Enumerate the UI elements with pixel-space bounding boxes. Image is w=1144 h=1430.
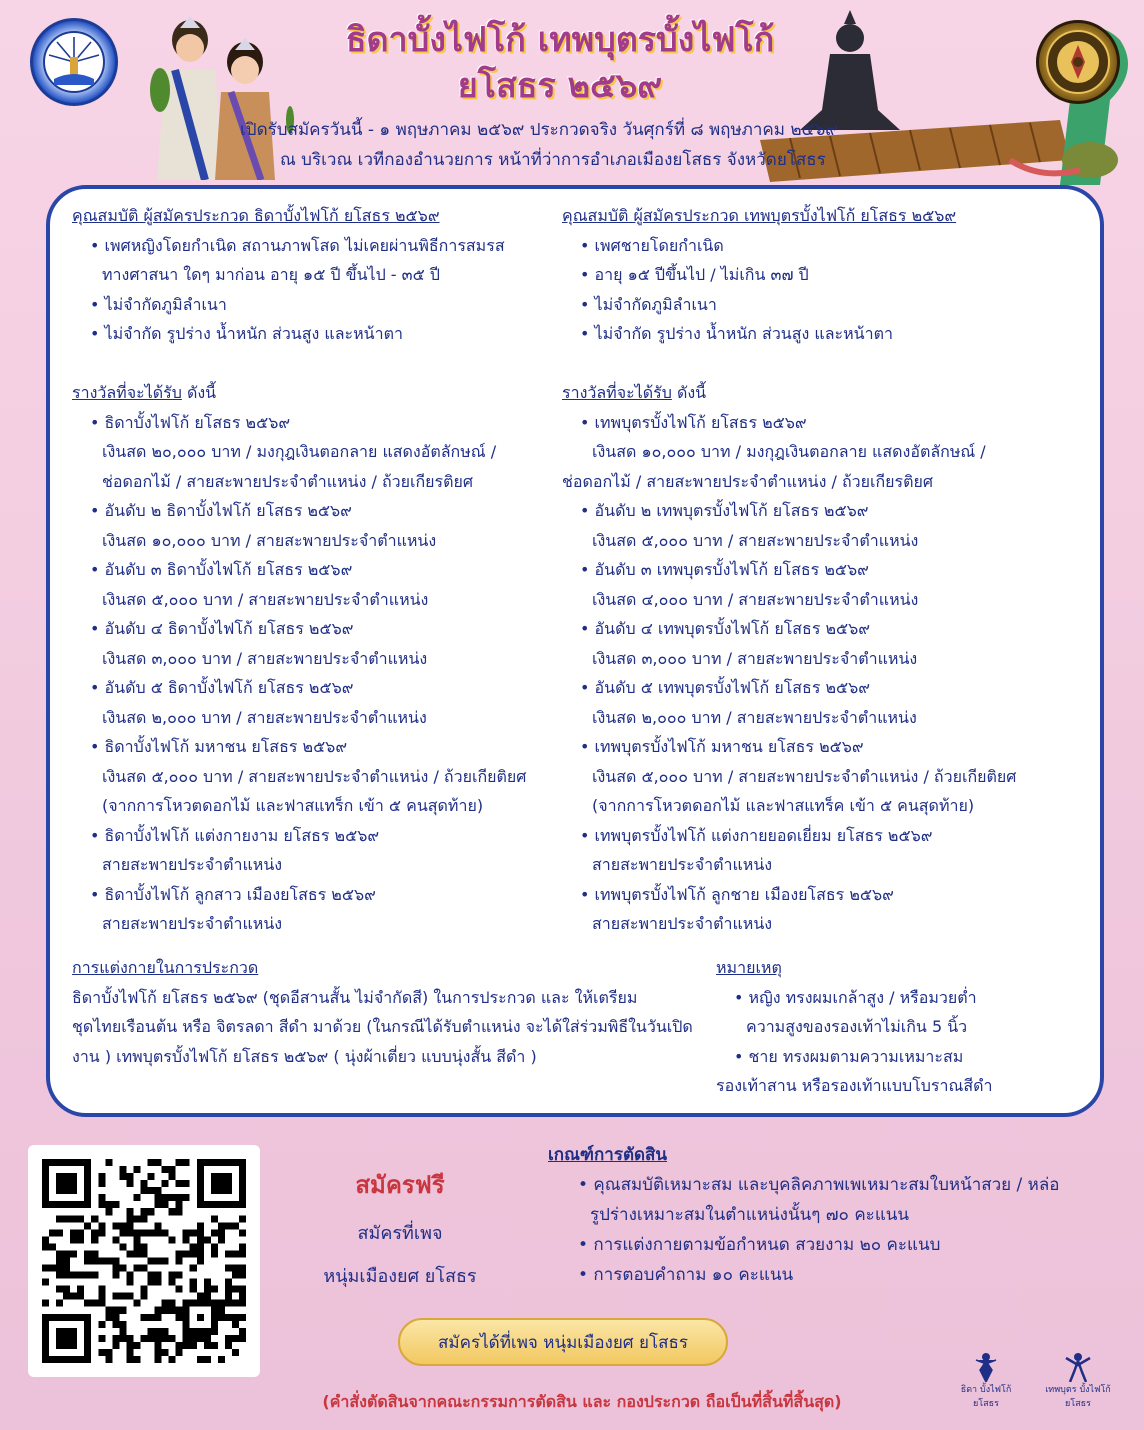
dress-code-line: ชุดไทยเรือนต้น หรือ จิตรลดา สีดำ มาด้วย (ในกรณีได้รับตำแหน่ง จะได้ใส่ร่วมพิธีในวันเปิด xyxy=(72,1017,693,1036)
poster-title-line2: ยโสธร ๒๕๖๙ xyxy=(457,66,663,106)
prize-item: • ธิดาบั้งไฟโก้ ลูกสาว เมืองยโสธร ๒๕๖๙ xyxy=(90,884,376,904)
prize-item: เงินสด ๒,๐๐๐ บาท / สายสะพายประจำตำแหน่ง xyxy=(592,707,917,727)
dress-code-line: งาน ) เทพบุตรบั้งไฟโก้ ยโสธร ๒๕๖๙ ( นุ่งผ้าเตี่ยว แบบนุ่งสั้น สีดำ ) xyxy=(72,1046,537,1066)
prize-item: เงินสด ๕,๐๐๐ บาท / สายสะพายประจำตำแหน่ง xyxy=(592,530,919,550)
prize-item: • อันดับ ๔ ธิดาบั้งไฟโก้ ยโสธร ๒๕๖๙ xyxy=(90,619,354,638)
notes-section xyxy=(716,953,993,1101)
prize-item: • เทพบุตรบั้งไฟโก้ ยโสธร ๒๕๖๙ xyxy=(580,412,807,432)
criteria-item: รูปร่างเหมาะสมในตำแหน่งนั้นๆ ๗๐ คะแนน xyxy=(590,1205,910,1225)
judging-criteria xyxy=(548,1140,1060,1290)
miss-prize-list xyxy=(72,408,526,939)
prize-item: (จากการโหวตดอกไม้ และฟาสแทร็ก เข้า ๕ คนสุดท้าย) xyxy=(102,796,484,815)
judging-criteria-list xyxy=(560,1170,1060,1290)
contestants-image xyxy=(135,10,295,180)
prize-item: เงินสด ๕,๐๐๐ บาท / สายสะพายประจำตำแหน่ง / ถ้วยเกียติยศ xyxy=(592,766,1017,786)
brand-text: ยโสธร xyxy=(973,1399,999,1409)
venue-line: ณ บริเวณ เวทีกองอำนวยการ หน้าที่ว่าการอำเภอเมืองยโสธร จังหวัดยโสธร xyxy=(280,150,826,170)
prize-item: เงินสด ๕,๐๐๐ บาท / สายสะพายประจำตำแหน่ง xyxy=(102,589,429,609)
miss-column xyxy=(72,201,526,939)
free-registration-block xyxy=(290,1165,510,1290)
criteria-item: • การแต่งกายตามข้อกำหนด สวยงาม ๒๐ คะแนบ xyxy=(578,1235,941,1255)
prize-item: • เทพบุตรบั้งไฟโก้ มหาชน ยโสธร ๒๕๖๙ xyxy=(580,737,864,756)
dancer-icon xyxy=(1058,1352,1098,1382)
mister-prize-heading-suffix: ดังนี้ xyxy=(671,383,707,402)
brand-text: ยโสธร xyxy=(1065,1399,1091,1409)
brand-text: บั้งไฟโก้ xyxy=(1079,1385,1111,1395)
prize-item: เงินสด ๑๐,๐๐๐ บาท / สายสะพายประจำตำแหน่ง xyxy=(102,530,437,550)
dress-code-heading: การแต่งกายในการประกวด xyxy=(72,958,259,977)
prize-item: • อันดับ ๔ เทพบุตรบั้งไฟโก้ ยโสธร ๒๕๖๙ xyxy=(580,619,871,638)
prize-item: • ธิดาบั้งไฟโก้ มหาชน ยโสธร ๒๕๖๙ xyxy=(90,737,348,756)
qualification-item: • ไม่จำกัด รูปร่าง น้ำหนัก ส่วนสูง และหน้าตา xyxy=(580,324,893,343)
header xyxy=(0,0,1144,185)
prize-item: สายสะพายประจำตำแหน่ง xyxy=(102,855,283,874)
mister-brand-logo xyxy=(1038,1352,1118,1408)
municipality-seal-icon xyxy=(30,18,118,106)
qr-code[interactable] xyxy=(28,1145,260,1377)
note-item: • ชาย ทรงผมตามความเหมาะสม xyxy=(734,1046,964,1066)
prize-item: เงินสด ๒,๐๐๐ บาท / สายสะพายประจำตำแหน่ง xyxy=(102,707,427,727)
prize-item: • อันดับ ๓ เทพบุตรบั้งไฟโก้ ยโสธร ๒๕๖๙ xyxy=(580,560,869,579)
qualification-item: • ไม่จำกัดภูมิลำเนา xyxy=(580,294,717,314)
prize-item: • ธิดาบั้งไฟโก้ แต่งกายงาม ยโสธร ๒๕๖๙ xyxy=(90,825,380,845)
prize-item: เงินสด ๓,๐๐๐ บาท / สายสะพายประจำตำแหน่ง xyxy=(102,648,428,668)
prize-item: ช่อดอกไม้ / สายสะพายประจำตำแหน่ง / ถ้วยเกียรติยศ xyxy=(102,471,474,491)
dancer-icon xyxy=(966,1352,1006,1382)
mister-prize-list xyxy=(562,408,1016,939)
prize-item: • อันดับ ๒ ธิดาบั้งไฟโก้ ยโสธร ๒๕๖๙ xyxy=(90,501,352,520)
qualification-item: ทางศาสนา ใดๆ มาก่อน อายุ ๑๕ ปี ขึ้นไป - ๓๕ ปี xyxy=(102,265,440,284)
prize-item: • ธิดาบั้งไฟโก้ ยโสธร ๒๕๖๙ xyxy=(90,412,291,432)
prize-item: • อันดับ ๕ เทพบุตรบั้งไฟโก้ ยโสธร ๒๕๖๙ xyxy=(580,678,871,697)
prize-item: เงินสด ๓,๐๐๐ บาท / สายสะพายประจำตำแหน่ง xyxy=(592,648,918,668)
prize-item: • เทพบุตรบั้งไฟโก้ แต่งกายยอดเยี่ยม ยโสธร ๒๕๖๙ xyxy=(580,825,933,845)
prize-item: (จากการโหวตดอกไม้ และฟาสแทร็ค เข้า ๕ คนสุดท้าย) xyxy=(592,796,975,815)
poster-title-line1: ธิดาบั้งไฟโก้ เทพบุตรบั้งไฟโก้ xyxy=(345,20,775,60)
qualification-item: • อายุ ๑๕ ปีขึ้นไป / ไม่เกิน ๓๗ ปี xyxy=(580,265,809,284)
brand-text: บั้งไฟโก้ xyxy=(979,1385,1012,1395)
prize-item: เงินสด ๑๐,๐๐๐ บาท / มงกุฎเงินตอกลาย แสดงอัตลักษณ์ / xyxy=(592,442,986,461)
brand-text: ธิดา xyxy=(960,1385,978,1395)
dress-code-line: ธิดาบั้งไฟโก้ ยโสธร ๒๕๖๙ (ชุดอีสานสั้น ไม่จำกัดสี) ในการประกวด และ ให้เตรียม xyxy=(72,987,638,1007)
qualification-item: • ไม่จำกัด รูปร่าง น้ำหนัก ส่วนสูง และหน้าตา xyxy=(90,324,403,343)
dress-code-section xyxy=(72,953,693,1071)
prize-item: สายสะพายประจำตำแหน่ง xyxy=(592,914,773,933)
prize-item: เงินสด ๔,๐๐๐ บาท / สายสะพายประจำตำแหน่ง xyxy=(592,589,919,609)
note-item: รองเท้าสาน หรือรองเท้าแบบโบราณสีดำ xyxy=(716,1076,993,1095)
criteria-item: • คุณสมบัติเหมาะสม และบุคลิคภาพเพเหมาะสมใบหน้าสวย / หล่อ xyxy=(578,1175,1060,1195)
date-line: เปิดรับสมัครวันนี้ - ๑ พฤษภาคม ๒๕๖๙ ประกวดจริง วันศุกร์ที่ ๘ พฤษภาคม ๒๕๖๙ xyxy=(240,120,838,140)
note-item: • หญิง ทรงผมเกล้าสูง / หรือมวยต่ำ xyxy=(734,987,977,1007)
prize-item: เงินสด ๕,๐๐๐ บาท / สายสะพายประจำตำแหน่ง / ถ้วยเกียติยศ xyxy=(102,766,527,786)
qualification-item: • เพศชายโดยกำเนิด xyxy=(580,235,724,255)
qualification-item: • เพศหญิงโดยกำเนิด สถานภาพโสด ไม่เคยผ่านพิธีการสมรส xyxy=(90,235,505,255)
criteria-item: • การตอบคำถาม ๑๐ คะแนน xyxy=(578,1265,794,1285)
prize-item: • อันดับ ๓ ธิดาบั้งไฟโก้ ยโสธร ๒๕๖๙ xyxy=(90,560,353,579)
brand-text: เทพบุตร xyxy=(1045,1385,1077,1395)
final-decision-note: (คำสั่งตัดสินจากคณะกรรมการตัดสิน และ กองประกวด ถือเป็นที่สิ้นที่สิ้นสุด) xyxy=(322,1392,842,1411)
note-item: ความสูงของรองเท้าไม่เกิน 5 นิ้ว xyxy=(746,1017,968,1036)
mister-qualification-heading: คุณสมบัติ ผู้สมัครประกวด เทพบุตรบั้งไฟโก้ ยโสธร ๒๕๖๙ xyxy=(562,206,957,225)
notes-list xyxy=(716,983,993,1101)
prize-item: สายสะพายประจำตำแหน่ง xyxy=(592,855,773,874)
qualification-item: • ไม่จำกัดภูมิลำเนา xyxy=(90,294,227,314)
miss-qualification-heading: คุณสมบัติ ผู้สมัครประกวด ธิดาบั้งไฟโก้ ยโสธร ๒๕๖๙ xyxy=(72,206,440,225)
miss-qualification-list xyxy=(72,231,526,349)
mister-column xyxy=(562,201,1016,939)
free-registration-title: สมัครฟรี xyxy=(355,1171,445,1199)
notes-heading: หมายเหตุ xyxy=(716,958,782,977)
prize-item: สายสะพายประจำตำแหน่ง xyxy=(102,914,283,933)
register-page-name: หนุ่มเมืองยศ ยโสธร xyxy=(323,1266,477,1287)
prize-item: • เทพบุตรบั้งไฟโก้ ลูกชาย เมืองยโสธร ๒๕๖๙ xyxy=(580,884,894,904)
miss-prize-heading: รางวัลที่จะได้รับ xyxy=(72,383,182,402)
register-page-label: สมัครที่เพจ xyxy=(357,1223,443,1244)
district-seal-icon xyxy=(1036,20,1120,104)
info-panel xyxy=(46,185,1104,1117)
apply-page-button[interactable]: สมัครได้ที่เพจ หนุ่มเมืองยศ ยโสธร xyxy=(398,1318,728,1366)
miss-brand-logo xyxy=(946,1352,1026,1408)
mister-prize-heading: รางวัลที่จะได้รับ xyxy=(562,383,672,402)
prize-item: ช่อดอกไม้ / สายสะพายประจำตำแหน่ง / ถ้วยเกียรติยศ xyxy=(562,471,934,491)
miss-prize-heading-suffix: ดังนี้ xyxy=(181,383,217,402)
prize-item: • อันดับ ๒ เทพบุตรบั้งไฟโก้ ยโสธร ๒๕๖๙ xyxy=(580,501,869,520)
mister-qualification-list xyxy=(562,231,1016,349)
prize-item: เงินสด ๒๐,๐๐๐ บาท / มงกุฎเงินตอกลาย แสดงอัตลักษณ์ / xyxy=(102,442,497,461)
prize-item: • อันดับ ๕ ธิดาบั้งไฟโก้ ยโสธร ๒๕๖๙ xyxy=(90,678,354,697)
judging-criteria-heading: เกณฑ์การตัดสิน xyxy=(548,1145,668,1165)
